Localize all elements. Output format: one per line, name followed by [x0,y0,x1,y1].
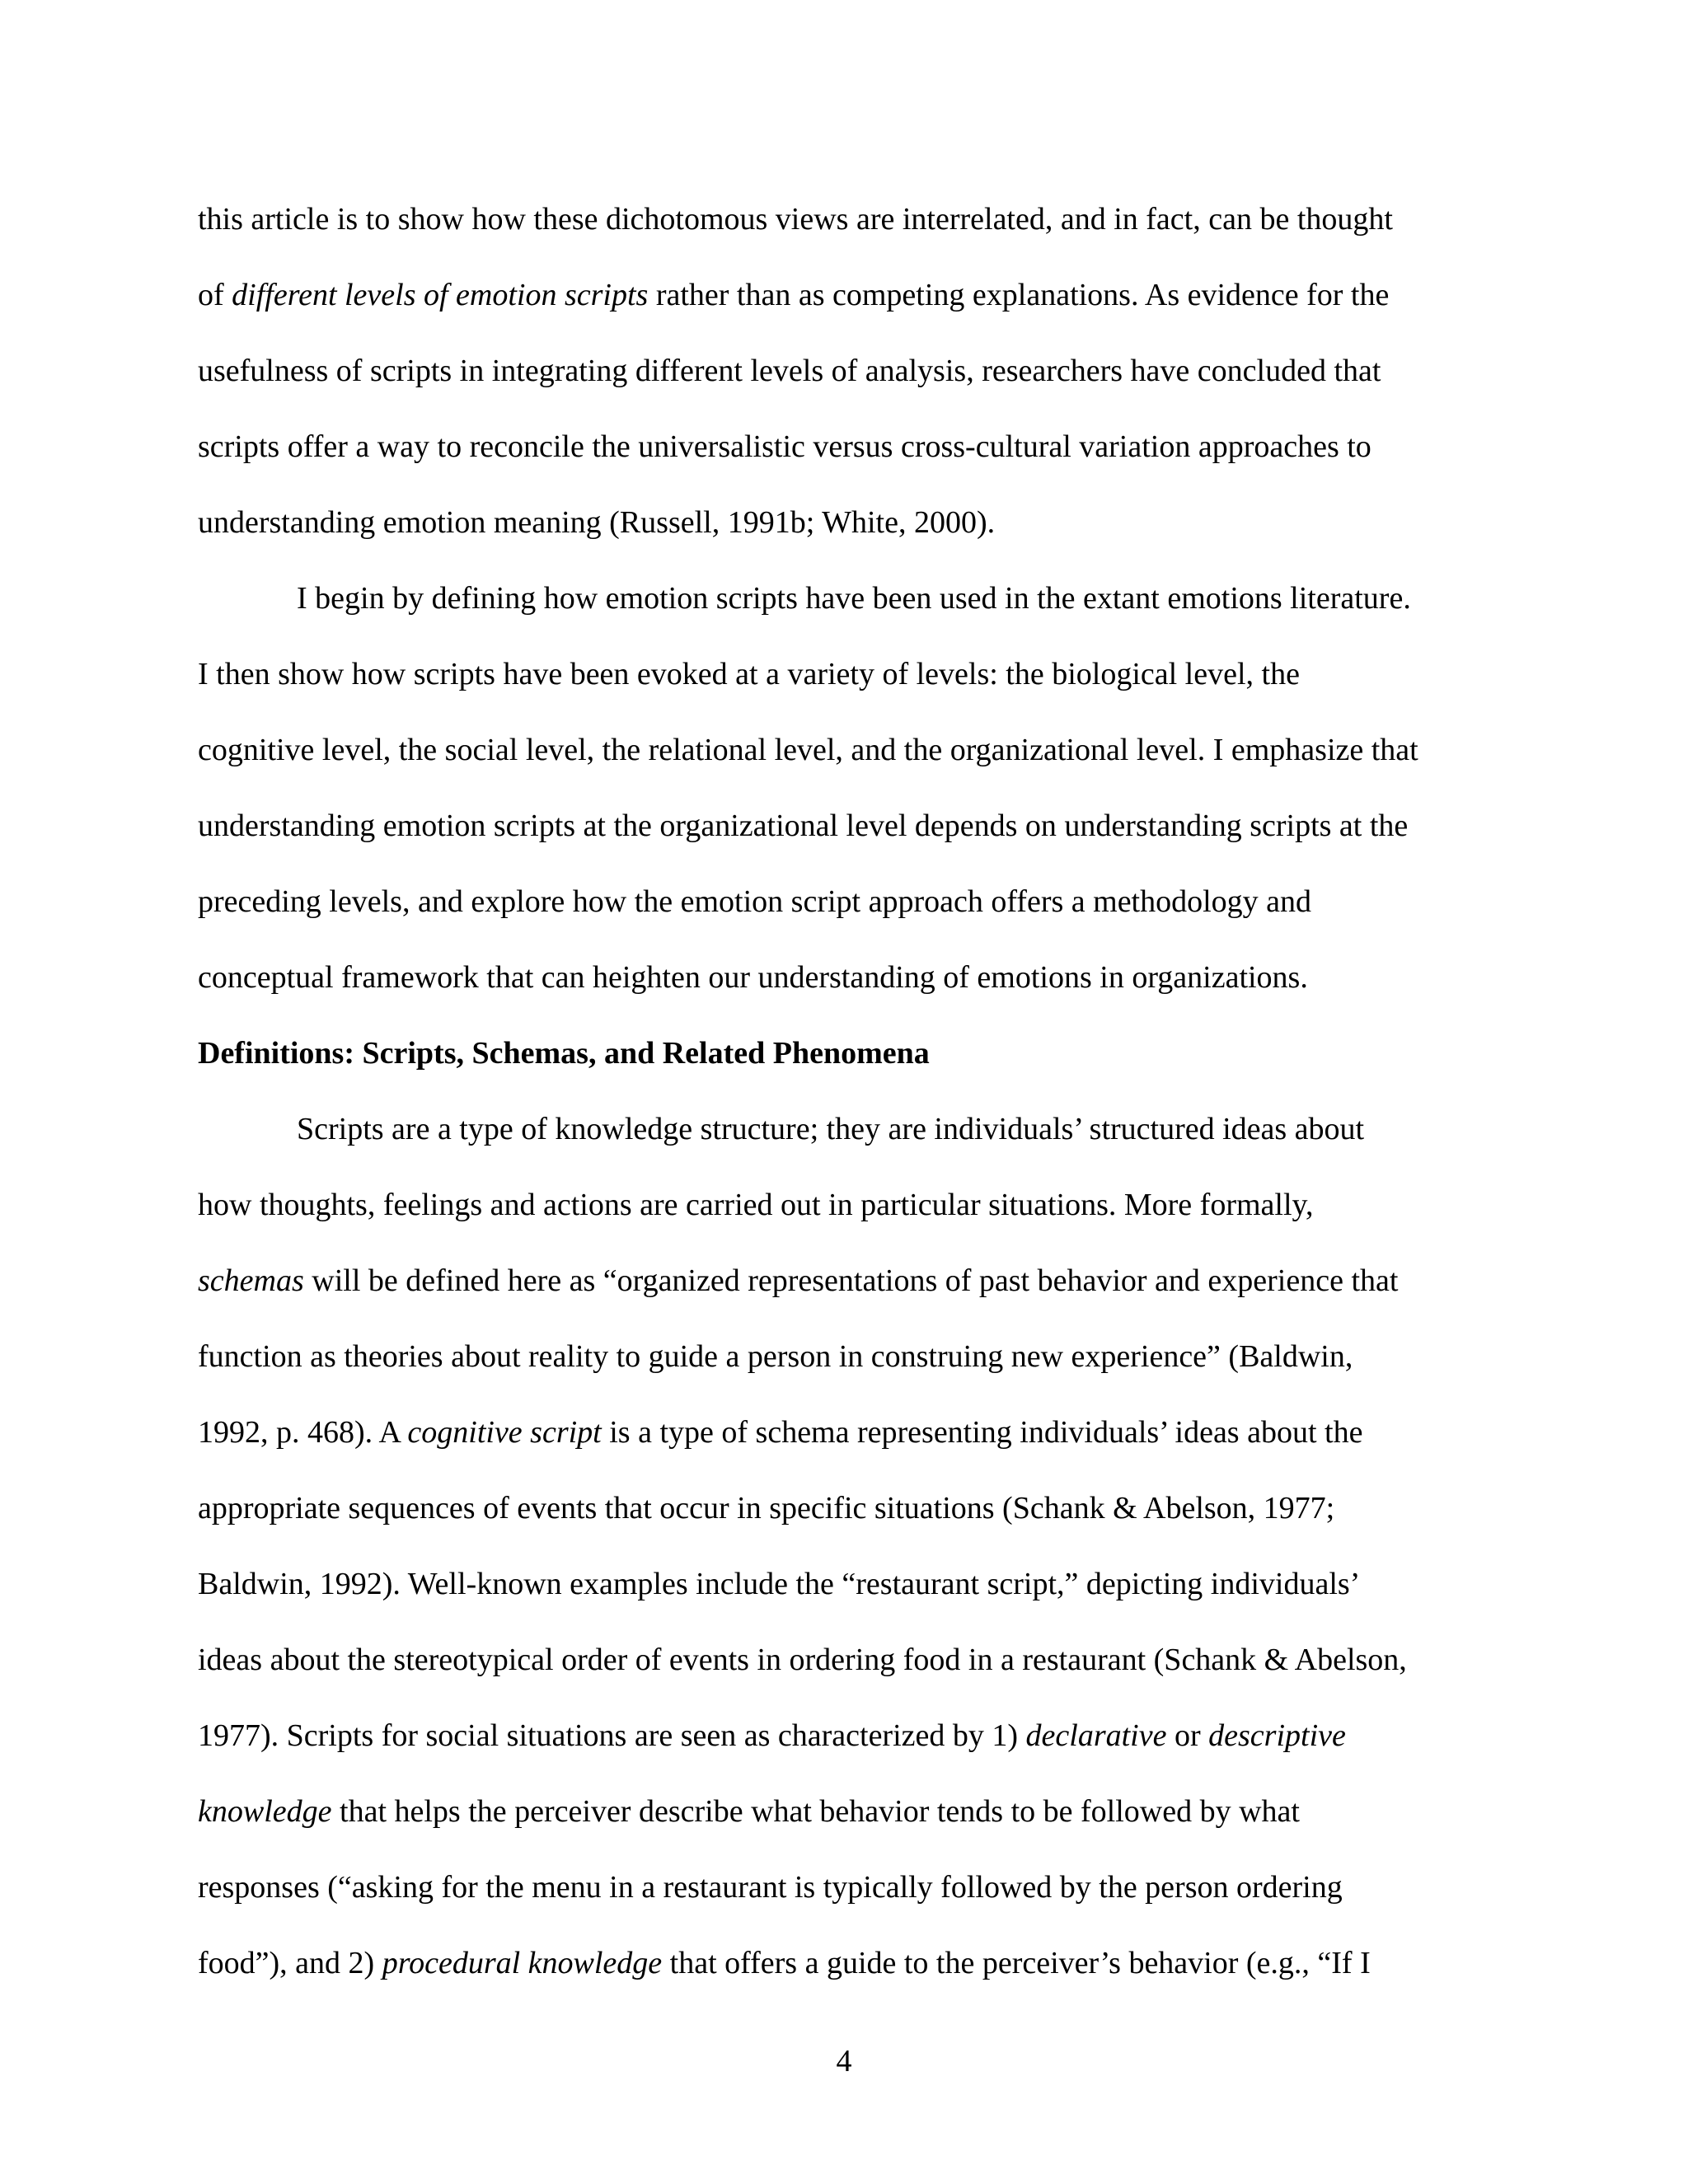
text-line [198,1182,1500,1258]
text-span: I then show how scripts have been evoked at a variety of levels: the biological level, the [198,657,1300,691]
text-span: food”), and 2) [198,1946,382,1980]
text-span: that helps the perceiver describe what behavior tends to be followed by what [331,1794,1300,1829]
text-line [198,348,1500,424]
text-line [198,499,1500,575]
text-line [198,1409,1500,1485]
italic-term: descriptive [1208,1718,1346,1753]
text-span: preceding levels, and explore how the emotion script approach offers a methodology and [198,884,1312,919]
italic-term: knowledge [198,1794,332,1829]
text-line [198,272,1500,348]
text-span: scripts offer a way to reconcile the universalistic versus cross-cultural variation approaches to [198,429,1372,464]
text-span: ideas about the stereotypical order of events in ordering food in a restaurant (Schank & Abelson, [198,1643,1407,1677]
text-span: 1977). Scripts for social situations are seen as characterized by 1) [198,1718,1026,1753]
text-line [198,575,1500,651]
text-span: of [198,278,232,312]
text-span: function as theories about reality to guide a person in construing new experience” (Baldwin, [198,1339,1353,1374]
text-span: Definitions: Scripts, Schemas, and Related Phenomena [198,1036,930,1071]
text-span: that offers a guide to the perceiver’s behavior (e.g., “If I [662,1946,1371,1980]
text-span: cognitive level, the social level, the relational level, and the organizational level. I emphasize that [198,733,1418,767]
text-line [198,1713,1500,1788]
text-span: will be defined here as “organized representations of past behavior and experience that [303,1263,1399,1298]
text-span: Baldwin, 1992). Well-known examples include the “restaurant script,” depicting individuals’ [198,1567,1361,1601]
text-line [198,651,1500,727]
text-span: how thoughts, feelings and actions are carried out in particular situations. More formally, [198,1188,1314,1222]
text-line [198,1258,1500,1333]
text-span: this article is to show how these dichotomous views are interrelated, and in fact, can be thought [198,202,1393,237]
text-line [198,1561,1500,1637]
text-span: Scripts are a type of knowledge structure; they are individuals’ structured ideas about [297,1112,1365,1146]
text-line [198,1333,1500,1409]
text-span: understanding emotion scripts at the organizational level depends on understanding scripts at the [198,808,1409,843]
text-line [198,727,1500,803]
italic-term: different levels of emotion scripts [232,278,649,312]
text-line [198,1788,1500,1864]
italic-term: declarative [1025,1718,1167,1753]
text-span: responses (“asking for the menu in a restaurant is typically followed by the person ordering [198,1870,1343,1905]
page-number: 4 [836,2044,852,2079]
text-line [198,1864,1500,1940]
section-heading [198,1030,1500,1106]
text-line [198,1106,1500,1182]
text-span: is a type of schema representing individuals’ ideas about the [601,1415,1363,1450]
text-line [198,1485,1500,1561]
text-span: appropriate sequences of events that occur in specific situations (Schank & Abelson, 1977; [198,1491,1335,1526]
text-span: usefulness of scripts in integrating different levels of analysis, researchers have concluded that [198,354,1381,388]
text-line [198,1637,1500,1713]
text-span: understanding emotion meaning (Russell, 1991b; White, 2000). [198,505,996,540]
text-line [198,954,1500,1030]
text-span: 1992, p. 468). A [198,1415,408,1450]
text-span: I begin by defining how emotion scripts have been used in the extant emotions literature. [297,581,1411,616]
text-span: conceptual framework that can heighten our understanding of emotions in organizations. [198,960,1308,995]
text-span: or [1166,1718,1209,1753]
page-body [198,196,1500,2016]
text-line [198,424,1500,499]
italic-term: schemas [198,1263,304,1298]
text-line [198,879,1500,954]
text-span: rather than as competing explanations. As evidence for the [648,278,1390,312]
text-line [198,1940,1500,2016]
italic-term: cognitive script [407,1415,602,1450]
text-line [198,803,1500,879]
text-line [198,196,1500,272]
italic-term: procedural knowledge [382,1946,663,1980]
